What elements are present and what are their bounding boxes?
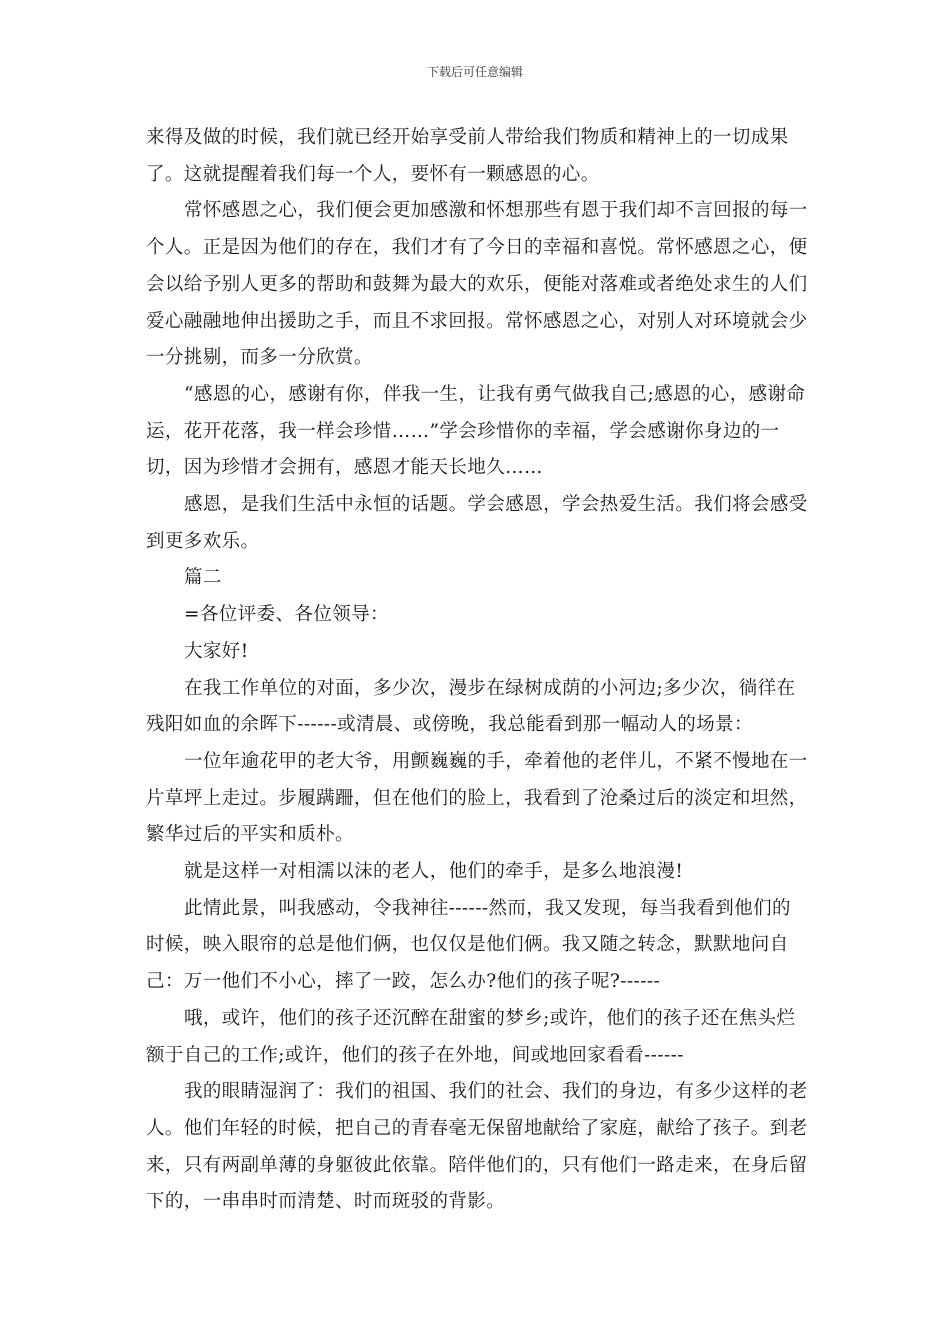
greeting: 大家好!: [184, 640, 249, 662]
paragraph: 一位年逾花甲的老大爷，用颤巍巍的手，牵着他的老伴儿，不紧不慢地在一片草坪上走过。步履蹒跚，但在他们的脸上，我看到了沧桑过后的淡定和坦然，繁华过后的平实和质朴。: [146, 750, 808, 846]
section-heading: 篇二: [184, 567, 222, 589]
salutation: =各位评委、各位领导：: [184, 604, 389, 626]
paragraph: 在我工作单位的对面，多少次，漫步在绿树成荫的小河边;多少次，徜徉在残阳如血的余晖下------或清晨、或傍晚，我总能看到那一幅动人的场景：: [146, 677, 796, 736]
paragraph: 就是这样一对相濡以沫的老人，他们的牵手，是多么地浪漫!: [184, 861, 684, 883]
paragraph: 哦，或许，他们的孩子还沉醉在甜蜜的梦乡;或许，他们的孩子还在焦头烂额于自己的工作;或许，他们的孩子在外地，间或地回家看看------: [146, 1007, 796, 1066]
paragraph: “感恩的心，感谢有你，伴我一生，让我有勇气做我自己;感恩的心，感谢命运，花开花落，我一样会珍惜……”学会珍惜你的幸福，学会感谢你身边的一切，因为珍惜才会拥有，感恩才能天长地久……: [146, 383, 806, 479]
paragraph: 来得及做的时候，我们就已经开始享受前人带给我们物质和精神上的一切成果了。这就提醒着我们每一个人，要怀有一颗感恩的心。: [146, 127, 789, 185]
paragraph: 我的眼睛湿润了：我们的祖国、我们的社会、我们的身边，有多少这样的老人。他们年轻的时候，把自己的青春毫无保留地献给了家庭，献给了孩子。到老来，只有两副单薄的身躯彼此依靠。陪伴他们的，只有他们一路走来，在身后留下的，一串串时而清楚、时而斑驳的背影。: [146, 1081, 808, 1213]
paragraph: 感恩，是我们生活中永恒的话题。学会感恩，学会热爱生活。我们将会感受到更多欢乐。: [146, 494, 808, 552]
paragraph: 常怀感恩之心，我们便会更加感激和怀想那些有恩于我们却不言回报的每一个人。正是因为他们的存在，我们才有了今日的幸福和喜悦。常怀感恩之心，便会以给予别人更多的帮助和鼓舞为最大的欢乐，便能对落难或者绝处求生的人们爱心融融地伸出援助之手，而且不求回报。常怀感恩之心，对别人对环境就会少一分挑剔，而多一分欣赏。: [146, 200, 808, 369]
paragraph: 此情此景，叫我感动，令我神往------然而，我又发现，每当我看到他们的时候，映入眼帘的总是他们俩，也仅仅是他们俩。我又随之转念，默默地问自己：万一他们不小心，摔了一跤，怎么办?他们的孩子呢?------: [146, 897, 791, 993]
document-body: [146, 120, 808, 1221]
page-header-note: 下载后可任意编辑: [426, 65, 523, 79]
